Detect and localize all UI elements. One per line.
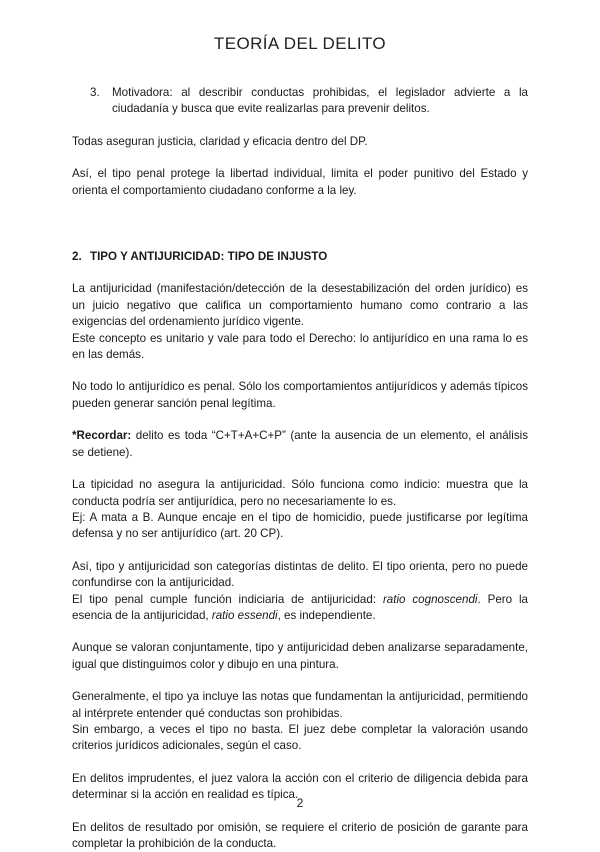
paragraph: Así, el tipo penal protege la libertad individual, limita el poder punitivo del Estado y orienta el comportamiento ciudadano conforme a la ley. bbox=[72, 167, 528, 197]
section-heading bbox=[72, 249, 528, 265]
reminder-paragraph bbox=[72, 428, 528, 461]
list-text: Motivadora: al describir conductas prohibidas, el legislador advierte a la ciudadanía y busca que evite realizarlas para prevenir delitos. bbox=[112, 86, 528, 116]
list-number: 3. bbox=[90, 86, 100, 99]
paragraph bbox=[72, 592, 528, 625]
paragraph: Ej: A mata a B. Aunque encaje en el tipo de homicidio, puede justificarse por legítima defensa y no ser antijurídico (art. 20 CP). bbox=[72, 510, 528, 541]
page-number: 2 bbox=[296, 796, 304, 810]
paragraph: La tipicidad no asegura la antijuricidad. Sólo funciona como indicio: muestra que la conducta podría ser antijurídica, pero no necesariamente lo es. bbox=[72, 478, 528, 508]
page-title: TEORÍA DEL DELITO bbox=[213, 34, 387, 53]
list-item bbox=[72, 85, 528, 118]
text-run: , es independiente. bbox=[277, 608, 376, 622]
document-body bbox=[72, 85, 528, 852]
paragraph: Sin embargo, a veces el tipo no basta. El juez debe completar la valoración usando criterios jurídicos adicionales, según el caso. bbox=[72, 722, 528, 753]
paragraph: Así, tipo y antijuricidad son categorías distintas de delito. El tipo orienta, pero no puede confundirse con la antijuricidad. bbox=[72, 559, 528, 590]
section-title: TIPO Y ANTIJURICIDAD: TIPO DE INJUSTO bbox=[90, 250, 328, 264]
paragraph: En delitos de resultado por omisión, se requiere el criterio de posición de garante para completar la prohibición de la conducta. bbox=[72, 820, 528, 850]
paragraph: La antijuricidad (manifestación/detección de la desestabilización del orden jurídico) es un juicio negativo que califica un comportamiento humano como contrario a las exigencias del ordenamiento jurídico vigente. bbox=[72, 282, 528, 329]
paragraph: Este concepto es unitario y vale para todo el Derecho: lo antijurídico en una rama lo es en las demás. bbox=[72, 331, 528, 362]
text-run: . Pero la esencia de la antijuricidad, bbox=[72, 592, 528, 622]
text-run: El tipo penal cumple función indiciaria de antijuricidad: bbox=[72, 592, 383, 606]
paragraph: En delitos imprudentes, el juez valora la acción con el criterio de diligencia debida para determinar si la acción en realidad es típica. bbox=[72, 771, 528, 802]
paragraph: No todo lo antijurídico es penal. Sólo los comportamientos antijurídicos y además típicos pueden generar sanción penal legítima. bbox=[72, 380, 528, 410]
italic-term: ratio cognoscendi bbox=[382, 592, 478, 606]
paragraph: Todas aseguran justicia, claridad y eficacia dentro del DP. bbox=[72, 134, 368, 148]
italic-term: ratio essendi bbox=[211, 608, 278, 622]
paragraph: Aunque se valoran conjuntamente, tipo y antijuricidad deben analizarse separadamente, igual que distinguimos color y dibujo en una pintura. bbox=[72, 641, 528, 671]
paragraph: Generalmente, el tipo ya incluye las notas que fundamentan la antijuricidad, permitiendo al intérprete entender qué conductas son prohibidas. bbox=[72, 690, 528, 720]
section-number: 2. bbox=[72, 250, 82, 264]
reminder-text: delito es toda “C+T+A+C+P” (ante la ausencia de un elemento, el análisis se detiene). bbox=[72, 429, 528, 459]
reminder-label: *Recordar: bbox=[72, 429, 132, 443]
